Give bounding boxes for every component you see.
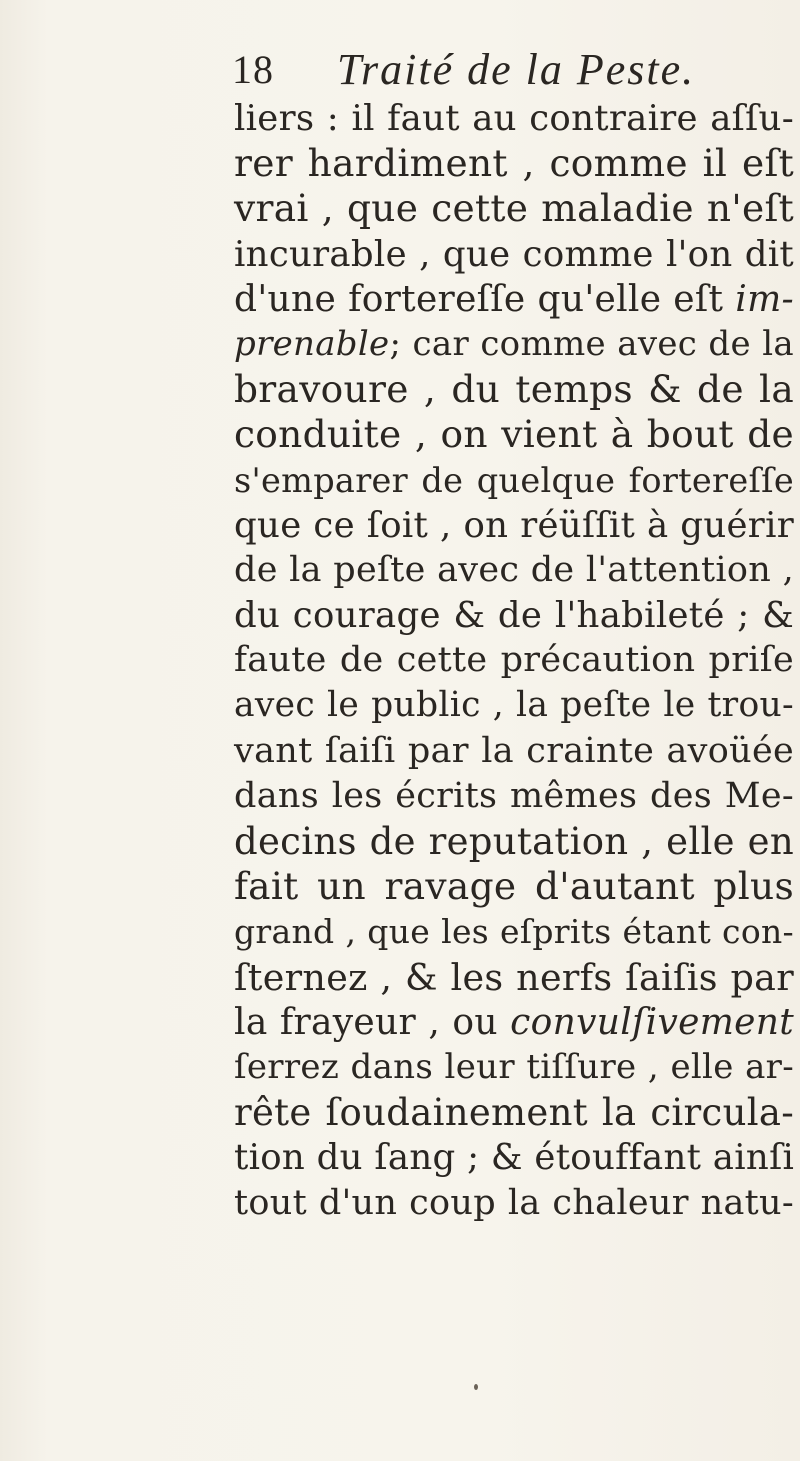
text-line: decins de reputation , elle en — [234, 820, 794, 863]
text-line: dans les écrits mêmes des Me- — [234, 775, 794, 816]
text-line: tout d'un coup la chaleur natu- — [234, 1182, 794, 1223]
text-line: vrai , que cette maladie n'eſt — [234, 186, 794, 231]
text-line: incurable , que comme l'on dit — [234, 233, 794, 275]
text-line: tion du ſang ; & étouffant ainſi — [234, 1137, 795, 1179]
text-line: rête ſoudainement la circula- — [234, 1091, 794, 1135]
body-text — [234, 96, 794, 1226]
text-line: fait un ravage d'autant plus — [234, 864, 794, 909]
italic-word: convulſivement — [510, 1001, 794, 1043]
text-line: ſerrez dans leur tiſſure , elle ar- — [234, 1046, 794, 1087]
text-line: vant ſaiſi par la crainte avoüée — [234, 730, 794, 771]
text-line: avec le public , la peſte le trou- — [234, 685, 794, 726]
text-line: de la peſte avec de l'attention , — [234, 549, 794, 590]
text-line: s'emparer de quelque fortereſſe — [234, 460, 794, 500]
text-line: prenable; car comme avec de la — [234, 323, 794, 364]
text-line: bravoure , du temps & de la — [234, 367, 794, 412]
running-title: Traité de la Peste. — [337, 45, 696, 94]
text-line: faute de cette précaution priſe — [234, 640, 794, 681]
text-line: ſternez , & les nerfs ſaiſis par — [234, 955, 794, 999]
text-line: conduite , on vient à bout de — [234, 412, 794, 457]
italic-word: im- — [735, 278, 794, 320]
ink-mark — [474, 1384, 478, 1390]
text-line: que ce ſoit , on réüſſit à guérir — [234, 504, 794, 546]
page-number: 18 — [232, 47, 274, 92]
text-line: d'une fortereſſe qu'elle eſt im- — [234, 278, 794, 320]
text-line: grand , que les eſprits étant con- — [234, 912, 794, 952]
italic-word: prenable — [234, 323, 390, 364]
text-line: du courage & de l'habileté ; & — [234, 595, 794, 637]
text-line: liers : il faut au contraire aſſu- — [234, 98, 794, 139]
text-line: la frayeur , ou convulſivement — [234, 1001, 794, 1043]
text-line: rer hardiment , comme il eſt — [234, 141, 794, 186]
